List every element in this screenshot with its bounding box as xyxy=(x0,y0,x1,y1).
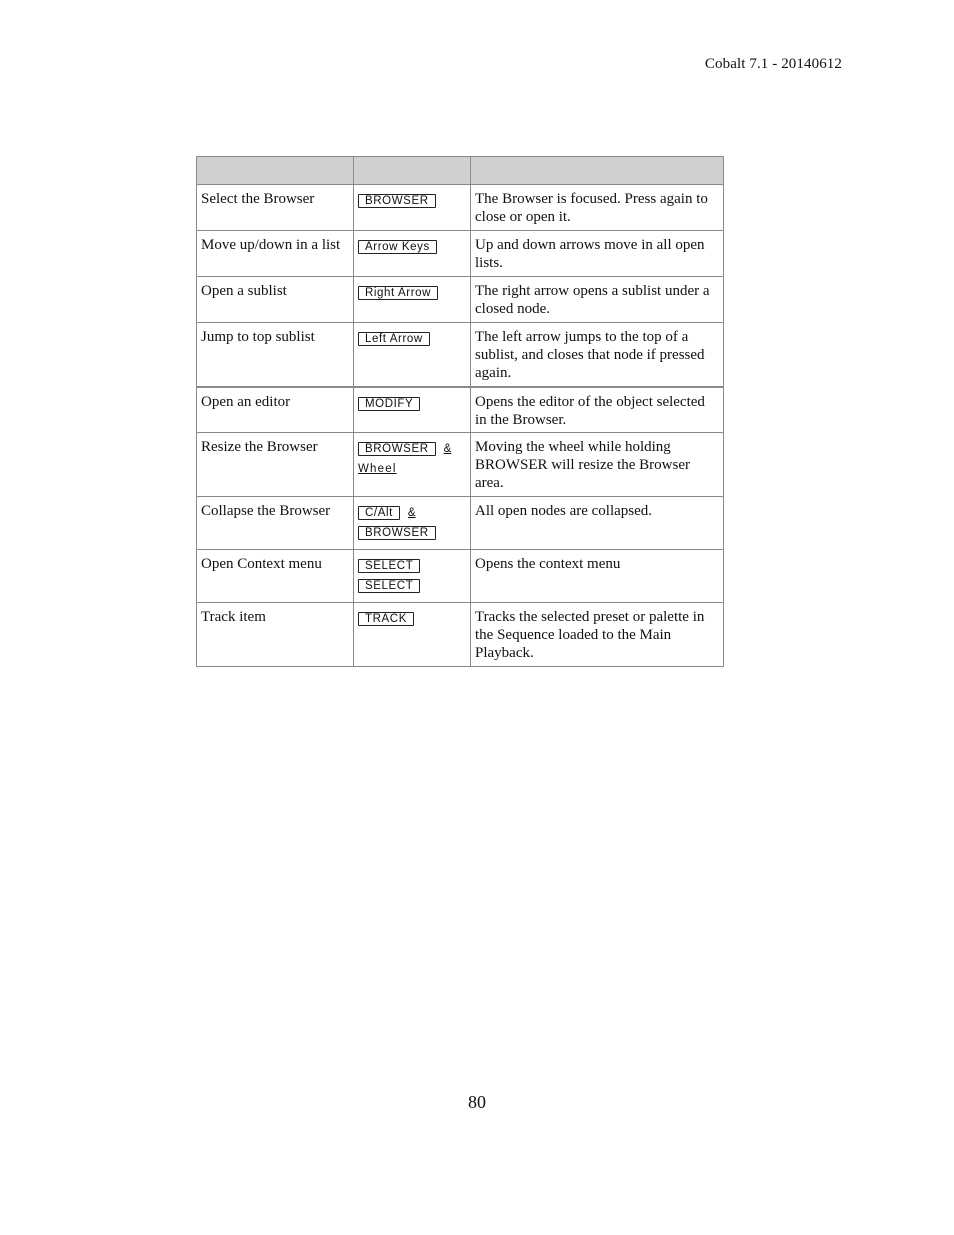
action-cell: Open Context menu xyxy=(197,550,354,603)
table-row xyxy=(197,231,724,277)
keys-cell xyxy=(354,550,471,603)
key-label-wheel: Wheel xyxy=(358,463,397,475)
key-combo-ampersand: & xyxy=(443,443,452,455)
description-cell: Moving the wheel while holding BROWSER will resize the Browser area. xyxy=(471,433,724,497)
action-cell: Collapse the Browser xyxy=(197,497,354,550)
table-row xyxy=(197,433,724,497)
keys-cell xyxy=(354,603,471,667)
header-cell-keys xyxy=(354,157,471,185)
key-label: SELECT xyxy=(358,579,420,593)
key-label: SELECT xyxy=(358,559,420,573)
action-cell: Open an editor xyxy=(197,387,354,433)
table-row xyxy=(197,387,724,433)
table-row xyxy=(197,277,724,323)
description-cell: All open nodes are collapsed. xyxy=(471,497,724,550)
table-row xyxy=(197,550,724,603)
key-shortcuts-table xyxy=(196,156,724,667)
key-label: BROWSER xyxy=(358,194,436,208)
description-cell: The right arrow opens a sublist under a closed node. xyxy=(471,277,724,323)
action-cell: Track item xyxy=(197,603,354,667)
keys-cell xyxy=(354,387,471,433)
key-label: BROWSER xyxy=(358,442,436,456)
table-row xyxy=(197,497,724,550)
key-label: Arrow Keys xyxy=(358,240,437,254)
action-cell: Jump to top sublist xyxy=(197,323,354,387)
key-label: BROWSER xyxy=(358,526,436,540)
header-cell-description xyxy=(471,157,724,185)
table-header-row xyxy=(197,157,724,185)
keys-cell xyxy=(354,277,471,323)
description-cell: The Browser is focused. Press again to close or open it. xyxy=(471,185,724,231)
key-label: C/Alt xyxy=(358,506,400,520)
description-cell: Up and down arrows move in all open lists. xyxy=(471,231,724,277)
key-combo-ampersand: & xyxy=(407,507,416,519)
action-cell: Select the Browser xyxy=(197,185,354,231)
key-label: MODIFY xyxy=(358,397,420,411)
action-cell: Move up/down in a list xyxy=(197,231,354,277)
keys-cell xyxy=(354,433,471,497)
table-row xyxy=(197,323,724,387)
key-label: Left Arrow xyxy=(358,332,430,346)
description-cell: Opens the context menu xyxy=(471,550,724,603)
table-row xyxy=(197,603,724,667)
action-cell: Resize the Browser xyxy=(197,433,354,497)
description-cell: Tracks the selected preset or palette in the Sequence loaded to the Main Playback. xyxy=(471,603,724,667)
action-cell: Open a sublist xyxy=(197,277,354,323)
document-version-header: Cobalt 7.1 - 20140612 xyxy=(704,56,842,72)
description-cell: Opens the editor of the object selected in the Browser. xyxy=(471,387,724,433)
table-row xyxy=(197,185,724,231)
description-cell: The left arrow jumps to the top of a sublist, and closes that node if pressed again. xyxy=(471,323,724,387)
page-number: 80 xyxy=(468,1092,486,1112)
keys-cell xyxy=(354,323,471,387)
key-label: TRACK xyxy=(358,612,414,626)
keys-cell xyxy=(354,497,471,550)
keys-cell xyxy=(354,231,471,277)
key-label: Right Arrow xyxy=(358,286,438,300)
header-cell-action xyxy=(197,157,354,185)
keys-cell xyxy=(354,185,471,231)
